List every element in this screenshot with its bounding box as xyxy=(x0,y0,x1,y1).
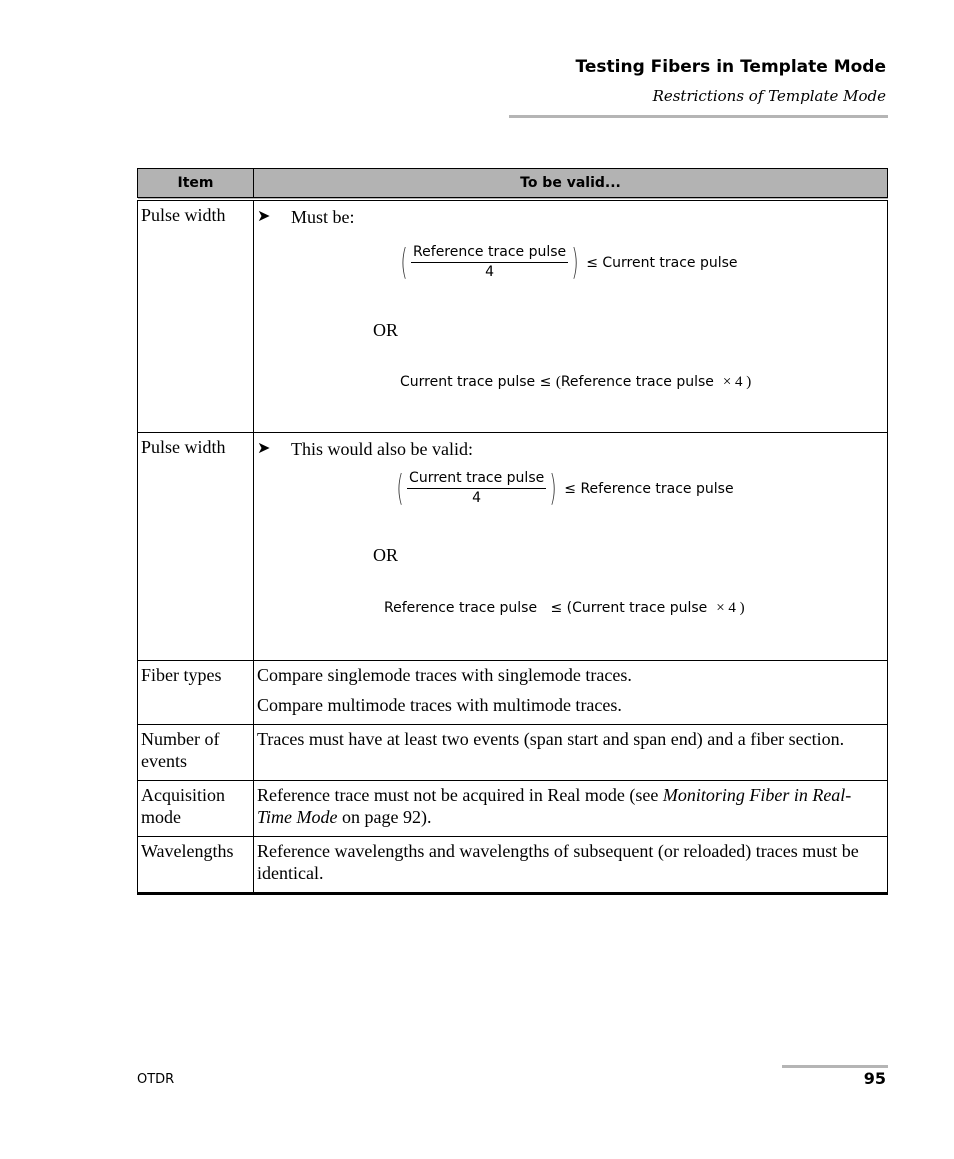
formula-2 xyxy=(384,597,745,619)
table-header-row xyxy=(138,169,888,200)
row-item: Number of events xyxy=(138,725,254,781)
formula-left: Reference trace pulse xyxy=(384,600,538,616)
row-item: Pulse width xyxy=(138,433,254,661)
page-number: 95 xyxy=(863,1069,886,1088)
table-row xyxy=(138,433,888,661)
fraction-numerator: Reference trace pulse xyxy=(411,244,568,263)
footer-product: OTDR xyxy=(137,1072,175,1087)
row-text: Traces must have at least two events (span start and span end) and a fiber section. xyxy=(257,729,845,749)
open-paren: ( xyxy=(396,467,404,509)
row-content xyxy=(254,661,888,725)
fraction-denominator: 4 xyxy=(485,264,495,280)
or-label: OR xyxy=(373,320,399,340)
table-row xyxy=(138,781,888,837)
row-content xyxy=(254,781,888,837)
close-paren: ) xyxy=(571,241,579,283)
row-content xyxy=(254,199,888,433)
table-row xyxy=(138,837,888,894)
bullet-text: This would also be valid: xyxy=(291,439,473,459)
row-text xyxy=(257,784,884,828)
formula-relation: ≤ Reference trace pulse xyxy=(564,480,734,497)
close-paren: ) xyxy=(735,600,745,616)
or-label: OR xyxy=(373,545,399,565)
fraction xyxy=(411,244,568,281)
row-text: Compare singlemode traces with singlemode traces. xyxy=(257,665,632,685)
fraction-denominator: 4 xyxy=(472,490,482,506)
formula-inner: Current trace pulse xyxy=(572,600,708,616)
close-paren: ) xyxy=(549,467,557,509)
table-row xyxy=(138,661,888,725)
formula-block xyxy=(257,228,884,424)
bullet-line xyxy=(257,206,884,228)
bullet-line xyxy=(257,438,884,460)
table-row xyxy=(138,199,888,433)
page-title: Testing Fibers in Template Mode xyxy=(575,57,886,77)
header-item: Item xyxy=(138,169,254,200)
arrow-bullet-icon: ➤ xyxy=(257,440,271,457)
footer-divider xyxy=(782,1065,888,1068)
page-subtitle: Restrictions of Template Mode xyxy=(652,87,886,105)
row-item: Wavelengths xyxy=(138,837,254,894)
header-divider xyxy=(509,115,888,118)
formula-right: × 4 xyxy=(716,600,736,616)
row-text: Reference wavelengths and wavelengths of subsequent (or reloaded) traces must be identical. xyxy=(257,841,859,883)
fraction-numerator: Current trace pulse xyxy=(407,470,546,489)
row-item: Acquisition mode xyxy=(138,781,254,837)
restrictions-table xyxy=(137,168,888,895)
formula-middle: ≤ ( xyxy=(550,600,573,616)
row-item: Fiber types xyxy=(138,661,254,725)
formula-middle: Reference trace pulse xyxy=(560,374,714,390)
row-content xyxy=(254,433,888,661)
formula-1 xyxy=(393,467,734,509)
table-row xyxy=(138,725,888,781)
formula-block xyxy=(257,460,884,652)
close-paren: ) xyxy=(742,374,752,390)
header-valid: To be valid... xyxy=(254,169,888,200)
formula-relation: ≤ Current trace pulse xyxy=(586,254,738,271)
row-text: Compare multimode traces with multimode traces. xyxy=(257,695,622,715)
row-text-after: on page 92). xyxy=(337,807,432,827)
row-item: Pulse width xyxy=(138,199,254,433)
bullet-text: Must be: xyxy=(291,207,355,227)
open-paren: ( xyxy=(555,374,561,390)
open-paren: ( xyxy=(400,241,408,283)
cross-reference-link[interactable]: Monitoring Fiber in Real-Time Mode xyxy=(257,785,852,827)
row-content xyxy=(254,837,888,894)
arrow-bullet-icon: ➤ xyxy=(257,208,271,225)
formula-left: Current trace pulse ≤ xyxy=(400,374,552,390)
row-content xyxy=(254,725,888,781)
formula-1 xyxy=(397,241,738,283)
formula-right: × 4 xyxy=(722,374,743,390)
row-text-before: Reference trace must not be acquired in Real mode (see xyxy=(257,785,663,805)
formula-2 xyxy=(400,371,751,393)
fraction xyxy=(407,470,546,507)
